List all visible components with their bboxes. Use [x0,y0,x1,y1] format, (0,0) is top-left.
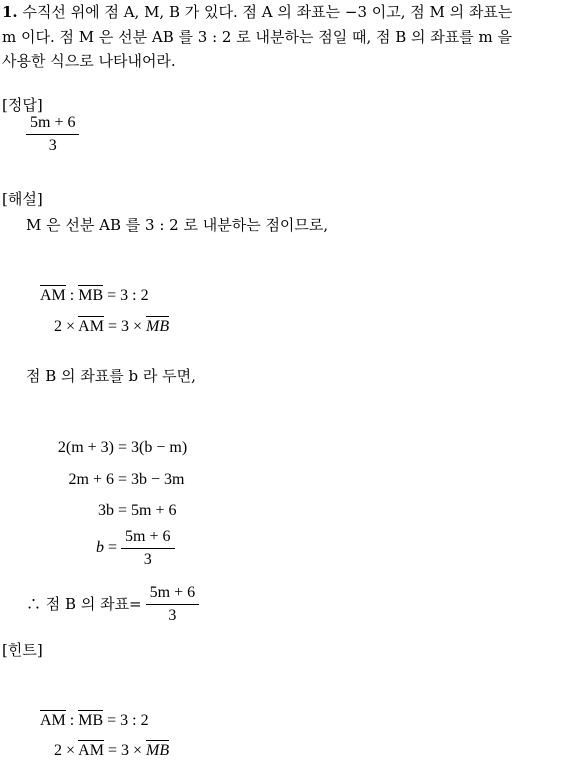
ratio-colon: : [69,287,75,304]
segment-mb: MB [78,287,104,304]
solution-length-equation [54,318,169,336]
step2-rhs: = 3b − 3m [118,471,185,488]
hint-length-equation [54,742,169,760]
step4-eq: = [108,539,118,557]
step4-lhs: b [96,539,104,557]
ratio-rhs: = 3 : 2 [107,287,149,304]
solution-conclusion [26,584,199,625]
solution-step-4 [96,528,175,569]
solution-ratio-equation [40,287,149,305]
problem-text-3: 사용한 식으로 나타내어라. [2,52,176,70]
hint-eq2-lhs: 2 × [54,742,76,759]
problem-text-2: m 이다. 점 M 은 선분 AB 를 3 : 2 로 내분하는 점일 때, 점 B 의 좌표를 m 을 [2,28,513,46]
segment-am: AM [40,287,66,304]
step3-lhs: 3b [98,502,114,519]
hint-label: [힌트] [2,641,43,659]
step4-numerator: 5m + 6 [121,528,174,549]
hint-eq2-mid: = 3 × [107,742,142,759]
eq2-mid: = 3 × [107,318,142,335]
solution-let-b: 점 B 의 좌표를 b 라 두면, [26,367,196,385]
step4-denominator: 3 [143,551,152,568]
solution-label: [해설] [2,190,43,208]
segment-mb: MB [78,712,104,729]
problem-line-1 [2,2,512,23]
conclusion-denominator: 3 [168,607,177,624]
segment-mb: MB [145,742,170,759]
problem-text-1: 수직선 위에 점 A, M, B 가 있다. 점 A 의 좌표는 −3 이고, 점 M 의 좌표는 [22,3,513,21]
eq2-lhs: 2 × [54,318,76,335]
solution-intro: M 은 선분 AB 를 3 : 2 로 내분하는 점이므로, [26,216,329,234]
step1-rhs: = 3(b − m) [118,439,188,456]
conclusion-prefix: ∴ 점 B 의 좌표= [26,595,142,613]
answer-fraction [26,114,79,155]
answer-numerator: 5m + 6 [26,114,79,135]
step1-lhs: 2(m + 3) [57,439,114,456]
segment-mb: MB [145,318,170,335]
answer-denominator: 3 [48,137,57,154]
solution-step-3 [20,502,192,520]
answer-label: [정답] [2,96,43,114]
solution-step-1 [20,439,192,457]
hint-ratio-equation [40,712,149,730]
solution-step-2 [20,471,192,489]
problem-number: 1. [2,3,18,21]
ratio-colon: : [69,712,75,729]
segment-am: AM [78,742,104,759]
segment-am: AM [78,318,104,335]
segment-am: AM [40,712,66,729]
step3-rhs: = 5m + 6 [118,502,177,519]
ratio-rhs: = 3 : 2 [107,712,149,729]
step2-lhs: 2m + 6 [68,471,114,488]
conclusion-numerator: 5m + 6 [146,584,199,605]
